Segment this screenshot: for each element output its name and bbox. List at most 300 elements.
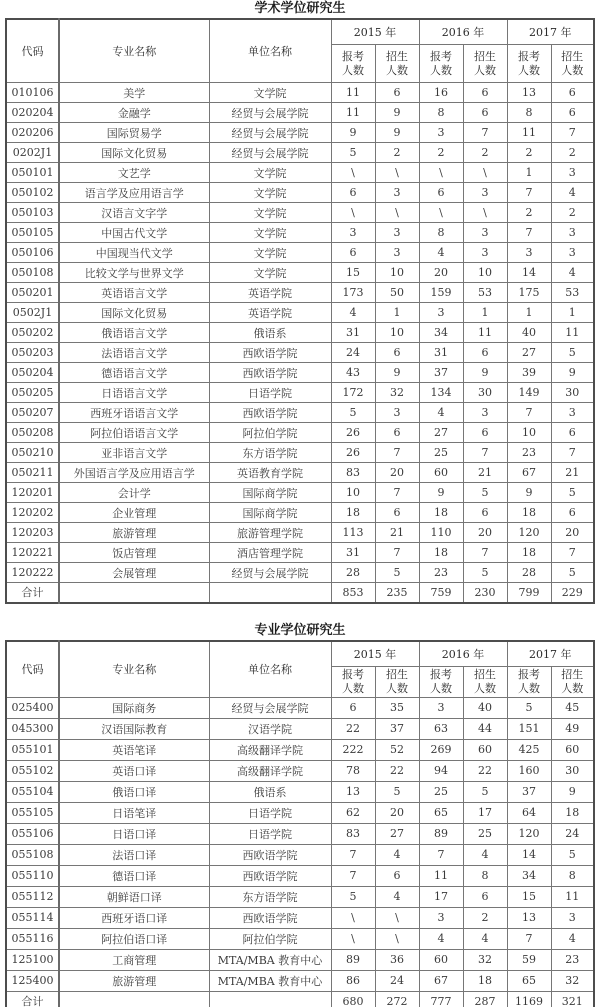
cell-2017-apply: 64 xyxy=(507,802,551,823)
cell-code: 025400 xyxy=(6,697,59,718)
cell-code: 010106 xyxy=(6,83,59,103)
cell-2015-apply: 222 xyxy=(331,739,375,760)
cell-unit: 文学院 xyxy=(209,163,331,183)
cell-2015-apply: 3 xyxy=(331,223,375,243)
cell-2016-apply: 8 xyxy=(419,223,463,243)
cell-2016-admit: 5 xyxy=(463,781,507,802)
cell-major: 中国现当代文学 xyxy=(59,243,209,263)
cell-2017-admit: 3 xyxy=(551,907,594,928)
cell-2015-apply: 11 xyxy=(331,83,375,103)
cell-2016-admit: 4 xyxy=(463,928,507,949)
cell-2017-apply: 7 xyxy=(507,183,551,203)
cell-2015-apply: \ xyxy=(331,907,375,928)
cell-2016-apply: 9 xyxy=(419,483,463,503)
cell-major: 旅游管理 xyxy=(59,523,209,543)
cell-2016-admit: 7 xyxy=(463,543,507,563)
cell-major: 旅游管理 xyxy=(59,970,209,991)
cell-2016-admit: 30 xyxy=(463,383,507,403)
header-year-2016: 2016 年 xyxy=(419,19,507,45)
cell-2015-apply: 10 xyxy=(331,483,375,503)
cell-2015-admit: 4 xyxy=(375,844,419,865)
header-apply-label: 报考人数 xyxy=(429,667,452,695)
cell-2015-apply: 26 xyxy=(331,443,375,463)
cell-2015-apply: \ xyxy=(331,928,375,949)
cell-2016-apply: \ xyxy=(419,163,463,183)
cell-2015-admit: 37 xyxy=(375,718,419,739)
cell-2017-apply: 5 xyxy=(507,697,551,718)
cell-2016-admit: 4 xyxy=(463,844,507,865)
cell-2017-apply: 2 xyxy=(507,203,551,223)
cell-2016-admit: 53 xyxy=(463,283,507,303)
cell-major: 中国古代文学 xyxy=(59,223,209,243)
header-major: 专业名称 xyxy=(59,19,209,83)
cell-major: 会展管理 xyxy=(59,563,209,583)
cell-2015-apply: 31 xyxy=(331,543,375,563)
cell-unit: 旅游管理学院 xyxy=(209,523,331,543)
cell-2016-admit: 25 xyxy=(463,823,507,844)
table-row xyxy=(6,223,594,243)
cell-2015-admit: \ xyxy=(375,163,419,183)
cell-2017-admit: 30 xyxy=(551,760,594,781)
cell-unit: 俄语系 xyxy=(209,323,331,343)
table-row xyxy=(6,991,594,1007)
cell-code: 050203 xyxy=(6,343,59,363)
cell-2015-admit: 3 xyxy=(375,183,419,203)
cell-2015-apply: 31 xyxy=(331,323,375,343)
cell-2015-admit: 6 xyxy=(375,503,419,523)
cell-2017-admit: 5 xyxy=(551,563,594,583)
cell-unit: 阿拉伯学院 xyxy=(209,423,331,443)
cell-2017-admit: 60 xyxy=(551,739,594,760)
cell-2017-apply: 13 xyxy=(507,83,551,103)
cell-2017-admit: 49 xyxy=(551,718,594,739)
table-row xyxy=(6,163,594,183)
header-major: 专业名称 xyxy=(59,641,209,698)
cell-2016-admit: 40 xyxy=(463,697,507,718)
cell-2016-apply: 7 xyxy=(419,844,463,865)
cell-2015-apply: 680 xyxy=(331,991,375,1007)
cell-2017-admit: 3 xyxy=(551,223,594,243)
header-admit-label: 招生人数 xyxy=(561,49,584,77)
cell-2016-apply: 23 xyxy=(419,563,463,583)
cell-major: 德语语言文学 xyxy=(59,363,209,383)
cell-unit: 国际商学院 xyxy=(209,483,331,503)
cell-2017-admit: 5 xyxy=(551,343,594,363)
cell-code: 055105 xyxy=(6,802,59,823)
cell-2016-apply: 4 xyxy=(419,928,463,949)
table-row xyxy=(6,865,594,886)
cell-2015-admit: 5 xyxy=(375,563,419,583)
cell-code: 055102 xyxy=(6,760,59,781)
cell-2016-admit: 230 xyxy=(463,583,507,603)
cell-code: 055116 xyxy=(6,928,59,949)
cell-2016-apply: 63 xyxy=(419,718,463,739)
cell-code: 050205 xyxy=(6,383,59,403)
cell-code: 050201 xyxy=(6,283,59,303)
header-code: 代码 xyxy=(6,19,59,83)
cell-major: 西班牙语语言文学 xyxy=(59,403,209,423)
cell-unit: 文学院 xyxy=(209,203,331,223)
cell-2017-apply: 23 xyxy=(507,443,551,463)
table-row xyxy=(6,697,594,718)
cell-2015-apply: 24 xyxy=(331,343,375,363)
cell-2015-admit: 6 xyxy=(375,83,419,103)
cell-2017-apply: 3 xyxy=(507,243,551,263)
cell-2016-apply: 60 xyxy=(419,949,463,970)
cell-2017-apply: 149 xyxy=(507,383,551,403)
table-row xyxy=(6,760,594,781)
table-row xyxy=(6,343,594,363)
cell-2016-admit: 3 xyxy=(463,223,507,243)
cell-code: 055112 xyxy=(6,886,59,907)
cell-unit: 国际商学院 xyxy=(209,503,331,523)
cell-2017-apply: 13 xyxy=(507,907,551,928)
cell-2016-admit: 11 xyxy=(463,323,507,343)
cell-code: 0502J1 xyxy=(6,303,59,323)
cell-code: 合计 xyxy=(6,991,59,1007)
cell-2017-apply: 7 xyxy=(507,403,551,423)
cell-2016-admit: 7 xyxy=(463,123,507,143)
cell-code: 120222 xyxy=(6,563,59,583)
cell-2017-admit: 18 xyxy=(551,802,594,823)
cell-2017-admit: 4 xyxy=(551,928,594,949)
cell-2017-apply: 65 xyxy=(507,970,551,991)
cell-unit: 西欧语学院 xyxy=(209,907,331,928)
cell-major: 工商管理 xyxy=(59,949,209,970)
cell-2017-admit: 6 xyxy=(551,103,594,123)
cell-2016-apply: 777 xyxy=(419,991,463,1007)
cell-unit: 俄语系 xyxy=(209,781,331,802)
cell-2016-admit: 7 xyxy=(463,443,507,463)
cell-code: 020204 xyxy=(6,103,59,123)
cell-2015-apply: 172 xyxy=(331,383,375,403)
cell-2015-admit: 3 xyxy=(375,243,419,263)
cell-unit: 经贸与会展学院 xyxy=(209,123,331,143)
cell-2017-apply: 2 xyxy=(507,143,551,163)
cell-2017-apply: 18 xyxy=(507,543,551,563)
cell-unit: 英语学院 xyxy=(209,283,331,303)
cell-code: 055104 xyxy=(6,781,59,802)
cell-2015-apply: 7 xyxy=(331,844,375,865)
header-admit-2015 xyxy=(375,45,419,83)
cell-code: 050204 xyxy=(6,363,59,383)
cell-2017-admit: 11 xyxy=(551,323,594,343)
cell-2017-admit: 3 xyxy=(551,163,594,183)
header-code: 代码 xyxy=(6,641,59,698)
header-apply-label: 报考人数 xyxy=(341,667,364,695)
cell-2016-apply: 159 xyxy=(419,283,463,303)
table-row xyxy=(6,263,594,283)
cell-2016-admit: 6 xyxy=(463,503,507,523)
cell-2016-admit: 3 xyxy=(463,243,507,263)
cell-major: 国际商务 xyxy=(59,697,209,718)
cell-2015-admit: \ xyxy=(375,907,419,928)
table-row xyxy=(6,823,594,844)
cell-code: 050106 xyxy=(6,243,59,263)
cell-2016-admit: 44 xyxy=(463,718,507,739)
header-apply-2015 xyxy=(331,45,375,83)
cell-unit xyxy=(209,991,331,1007)
cell-2015-apply: 9 xyxy=(331,123,375,143)
cell-2017-admit: 11 xyxy=(551,886,594,907)
header-admit-label: 招生人数 xyxy=(385,667,408,695)
cell-2015-apply: 4 xyxy=(331,303,375,323)
cell-2016-apply: 6 xyxy=(419,183,463,203)
cell-2015-admit: 50 xyxy=(375,283,419,303)
table-row xyxy=(6,323,594,343)
header-year-row xyxy=(6,19,594,45)
cell-code: 020206 xyxy=(6,123,59,143)
cell-code: 050202 xyxy=(6,323,59,343)
cell-major: 法语语言文学 xyxy=(59,343,209,363)
cell-2016-admit: \ xyxy=(463,163,507,183)
table-row xyxy=(6,103,594,123)
cell-2016-apply: 3 xyxy=(419,907,463,928)
cell-2015-apply: 5 xyxy=(331,403,375,423)
cell-2015-apply: 15 xyxy=(331,263,375,283)
cell-2016-apply: 65 xyxy=(419,802,463,823)
table-row xyxy=(6,463,594,483)
cell-code: 0202J1 xyxy=(6,143,59,163)
cell-2016-admit: 6 xyxy=(463,83,507,103)
cell-2017-apply: 28 xyxy=(507,563,551,583)
cell-2017-apply: 14 xyxy=(507,844,551,865)
cell-2017-apply: 151 xyxy=(507,718,551,739)
cell-2015-apply: 7 xyxy=(331,865,375,886)
cell-2017-admit: 4 xyxy=(551,183,594,203)
cell-unit: 高级翻译学院 xyxy=(209,760,331,781)
cell-2017-apply: 10 xyxy=(507,423,551,443)
cell-2017-apply: 425 xyxy=(507,739,551,760)
cell-2016-admit: 22 xyxy=(463,760,507,781)
cell-unit: 经贸与会展学院 xyxy=(209,697,331,718)
cell-2015-apply: 13 xyxy=(331,781,375,802)
cell-unit: 西欧语学院 xyxy=(209,343,331,363)
cell-unit: 文学院 xyxy=(209,83,331,103)
cell-2017-apply: 11 xyxy=(507,123,551,143)
cell-2015-apply: 18 xyxy=(331,503,375,523)
cell-2015-apply: 26 xyxy=(331,423,375,443)
table-row xyxy=(6,949,594,970)
cell-2015-admit: \ xyxy=(375,928,419,949)
cell-2017-admit: 2 xyxy=(551,143,594,163)
cell-2016-admit: 9 xyxy=(463,363,507,383)
cell-major: 国际文化贸易 xyxy=(59,143,209,163)
cell-2017-admit: 30 xyxy=(551,383,594,403)
header-apply-2015 xyxy=(331,666,375,697)
table-header xyxy=(6,641,594,698)
table-row xyxy=(6,403,594,423)
cell-2015-admit: 35 xyxy=(375,697,419,718)
cell-code: 050102 xyxy=(6,183,59,203)
cell-code: 055108 xyxy=(6,844,59,865)
cell-2016-admit: 6 xyxy=(463,886,507,907)
cell-2017-admit: 32 xyxy=(551,970,594,991)
cell-major: 阿拉伯语口译 xyxy=(59,928,209,949)
cell-2016-admit: 1 xyxy=(463,303,507,323)
cell-unit: 日语学院 xyxy=(209,802,331,823)
cell-2015-admit: 20 xyxy=(375,802,419,823)
cell-code: 050208 xyxy=(6,423,59,443)
cell-2017-admit: 6 xyxy=(551,83,594,103)
table-row xyxy=(6,928,594,949)
cell-2015-admit: 7 xyxy=(375,543,419,563)
cell-major: 金融学 xyxy=(59,103,209,123)
cell-major: 俄语口译 xyxy=(59,781,209,802)
cell-2016-apply: 11 xyxy=(419,865,463,886)
cell-2015-admit: 52 xyxy=(375,739,419,760)
academic-degree-table xyxy=(5,18,595,604)
cell-2015-admit: 6 xyxy=(375,865,419,886)
cell-code: 055101 xyxy=(6,739,59,760)
cell-2016-admit: 5 xyxy=(463,563,507,583)
cell-2015-apply: 173 xyxy=(331,283,375,303)
cell-2016-apply: 18 xyxy=(419,503,463,523)
cell-code: 120202 xyxy=(6,503,59,523)
cell-major: 英语口译 xyxy=(59,760,209,781)
table-row xyxy=(6,563,594,583)
cell-unit: 文学院 xyxy=(209,263,331,283)
header-admit-2016 xyxy=(463,45,507,83)
cell-2017-apply: 14 xyxy=(507,263,551,283)
cell-2016-admit: 6 xyxy=(463,103,507,123)
cell-unit: 经贸与会展学院 xyxy=(209,103,331,123)
cell-2015-admit: 6 xyxy=(375,423,419,443)
cell-unit: 日语学院 xyxy=(209,823,331,844)
cell-2017-admit: 3 xyxy=(551,403,594,423)
cell-2015-admit: 9 xyxy=(375,363,419,383)
cell-2015-admit: 3 xyxy=(375,403,419,423)
cell-2015-admit: 27 xyxy=(375,823,419,844)
cell-2016-apply: 89 xyxy=(419,823,463,844)
header-unit: 单位名称 xyxy=(209,641,331,698)
cell-major: 阿拉伯语语言文学 xyxy=(59,423,209,443)
cell-2016-apply: 25 xyxy=(419,781,463,802)
cell-2017-apply: 40 xyxy=(507,323,551,343)
cell-2017-admit: 23 xyxy=(551,949,594,970)
cell-2017-admit: 7 xyxy=(551,443,594,463)
cell-major: 亚非语言文学 xyxy=(59,443,209,463)
table-row xyxy=(6,203,594,223)
table-row xyxy=(6,383,594,403)
header-apply-label: 报考人数 xyxy=(429,49,452,77)
cell-2015-admit: 9 xyxy=(375,103,419,123)
cell-major: 法语口译 xyxy=(59,844,209,865)
cell-major: 企业管理 xyxy=(59,503,209,523)
cell-2016-admit: 60 xyxy=(463,739,507,760)
cell-2016-apply: 25 xyxy=(419,443,463,463)
cell-code: 050101 xyxy=(6,163,59,183)
cell-code: 050210 xyxy=(6,443,59,463)
cell-2017-admit: 21 xyxy=(551,463,594,483)
cell-2016-admit: 5 xyxy=(463,483,507,503)
cell-2017-admit: 8 xyxy=(551,865,594,886)
cell-2017-apply: 1169 xyxy=(507,991,551,1007)
cell-code: 050105 xyxy=(6,223,59,243)
cell-2016-apply: 759 xyxy=(419,583,463,603)
cell-unit: 酒店管理学院 xyxy=(209,543,331,563)
cell-code: 055106 xyxy=(6,823,59,844)
cell-2015-apply: 83 xyxy=(331,463,375,483)
cell-2016-apply: 18 xyxy=(419,543,463,563)
cell-2016-admit: 287 xyxy=(463,991,507,1007)
cell-code: 125400 xyxy=(6,970,59,991)
cell-2017-apply: 175 xyxy=(507,283,551,303)
cell-2016-apply: 37 xyxy=(419,363,463,383)
table-row xyxy=(6,503,594,523)
cell-major: 会计学 xyxy=(59,483,209,503)
header-admit-label: 招生人数 xyxy=(473,49,496,77)
cell-2015-apply: 86 xyxy=(331,970,375,991)
cell-2016-apply: 17 xyxy=(419,886,463,907)
header-admit-label: 招生人数 xyxy=(561,667,584,695)
cell-code: 合计 xyxy=(6,583,59,603)
cell-2015-apply: 5 xyxy=(331,886,375,907)
cell-2015-apply: 6 xyxy=(331,697,375,718)
cell-2016-apply: 3 xyxy=(419,697,463,718)
header-apply-label: 报考人数 xyxy=(517,667,540,695)
cell-2017-apply: 37 xyxy=(507,781,551,802)
cell-2015-apply: 6 xyxy=(331,243,375,263)
cell-2015-apply: 28 xyxy=(331,563,375,583)
cell-major: 饭店管理 xyxy=(59,543,209,563)
cell-2016-apply: 31 xyxy=(419,343,463,363)
header-apply-2016 xyxy=(419,45,463,83)
table-row xyxy=(6,443,594,463)
header-admit-2016 xyxy=(463,666,507,697)
table-row xyxy=(6,781,594,802)
cell-code: 120201 xyxy=(6,483,59,503)
cell-2015-admit: 4 xyxy=(375,886,419,907)
header-year-2017: 2017 年 xyxy=(507,19,594,45)
table-row xyxy=(6,283,594,303)
cell-code: 050211 xyxy=(6,463,59,483)
cell-2017-apply: 120 xyxy=(507,823,551,844)
cell-2015-admit: 20 xyxy=(375,463,419,483)
cell-unit: 阿拉伯学院 xyxy=(209,928,331,949)
table-row xyxy=(6,583,594,603)
cell-major: 文艺学 xyxy=(59,163,209,183)
cell-unit: MTA/MBA 教育中心 xyxy=(209,949,331,970)
cell-2015-admit: 21 xyxy=(375,523,419,543)
cell-2017-admit: 20 xyxy=(551,523,594,543)
cell-unit xyxy=(209,583,331,603)
cell-major: 英语笔译 xyxy=(59,739,209,760)
cell-major: 比较文学与世界文学 xyxy=(59,263,209,283)
cell-2017-apply: 120 xyxy=(507,523,551,543)
cell-unit: 西欧语学院 xyxy=(209,363,331,383)
cell-2017-apply: 9 xyxy=(507,483,551,503)
table-row xyxy=(6,183,594,203)
cell-2017-admit: 53 xyxy=(551,283,594,303)
cell-2016-admit: 2 xyxy=(463,143,507,163)
table-row xyxy=(6,739,594,760)
cell-2017-admit: 9 xyxy=(551,363,594,383)
cell-major: 美学 xyxy=(59,83,209,103)
cell-2016-admit: 18 xyxy=(463,970,507,991)
header-admit-label: 招生人数 xyxy=(473,667,496,695)
cell-2015-apply: 83 xyxy=(331,823,375,844)
cell-unit: 汉语学院 xyxy=(209,718,331,739)
cell-major: 国际文化贸易 xyxy=(59,303,209,323)
cell-unit: MTA/MBA 教育中心 xyxy=(209,970,331,991)
cell-2017-admit: 2 xyxy=(551,203,594,223)
cell-2015-admit: 32 xyxy=(375,383,419,403)
cell-unit: 东方语学院 xyxy=(209,443,331,463)
cell-2017-admit: 5 xyxy=(551,483,594,503)
table-row xyxy=(6,363,594,383)
cell-2016-apply: 27 xyxy=(419,423,463,443)
